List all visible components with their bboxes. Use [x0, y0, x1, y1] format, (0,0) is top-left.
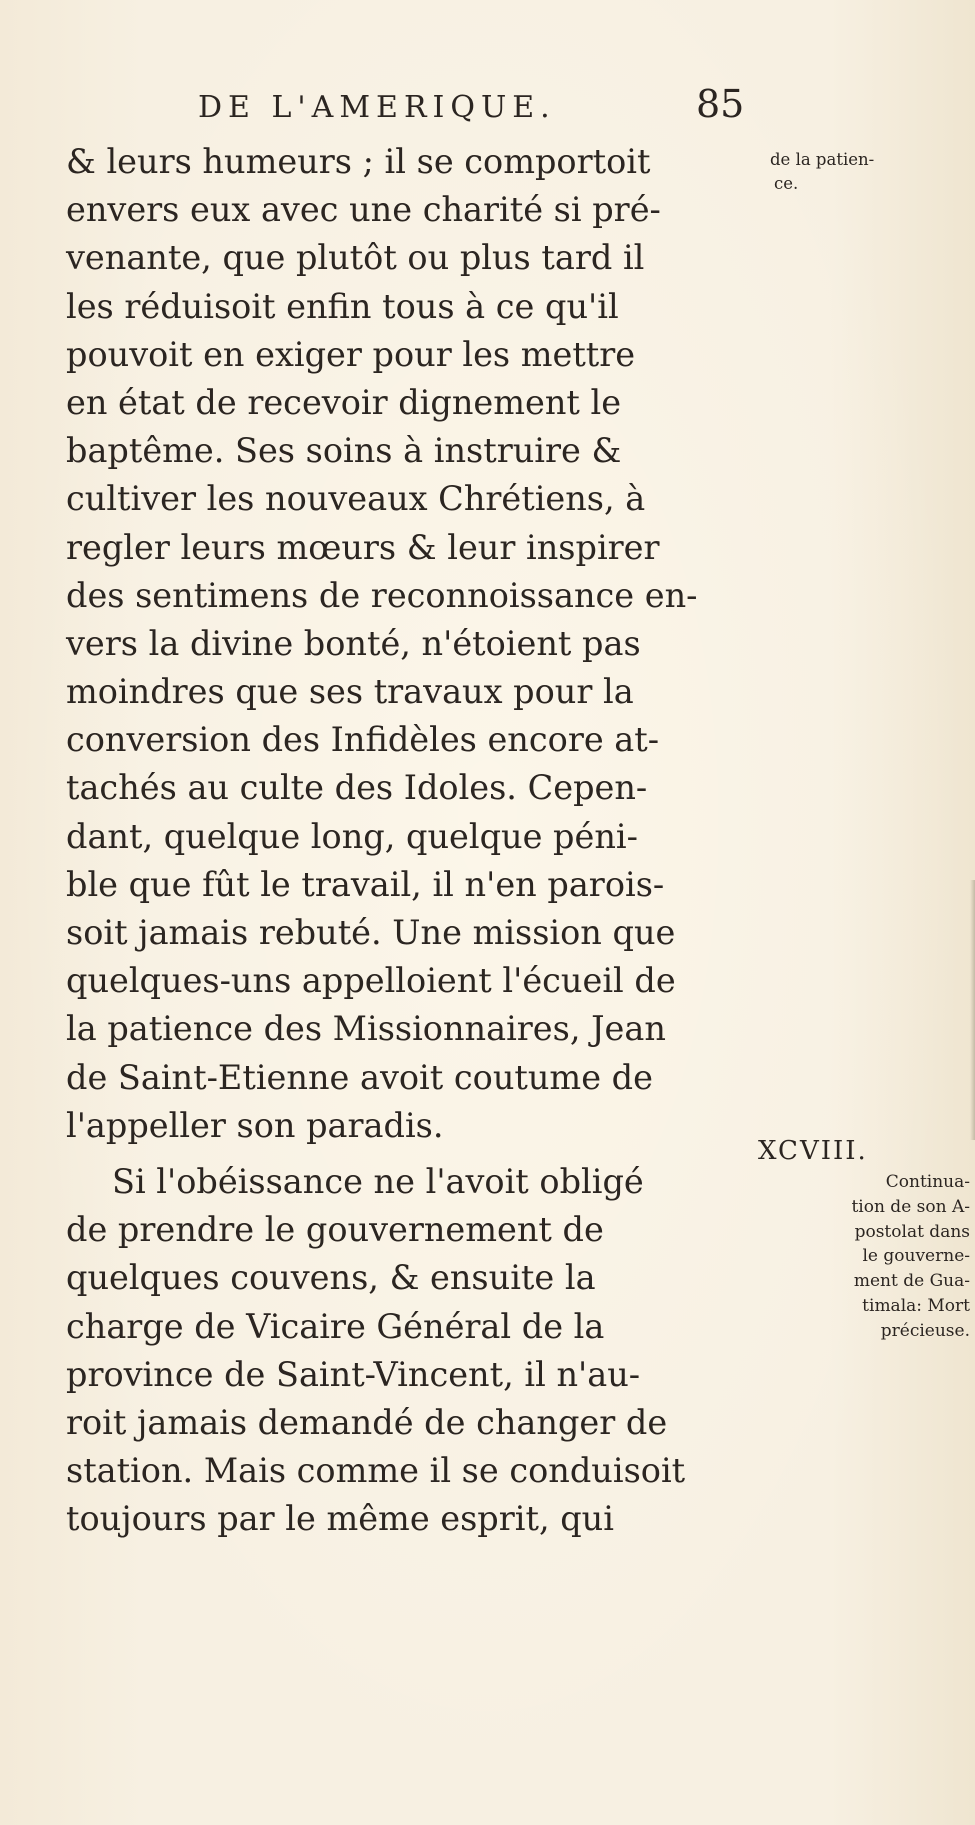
text-line: de prendre le gouvernement de: [66, 1210, 604, 1250]
text-line: quelques couvens, & ensuite la: [66, 1258, 596, 1298]
text-line: quelques-uns appelloient l'écueil de: [66, 961, 676, 1001]
margin-note-line: tion de son A-: [851, 1196, 970, 1217]
text-line: station. Mais comme il se conduisoit: [66, 1451, 686, 1491]
running-title: DE L'AMERIQUE.: [198, 90, 556, 125]
page-number: 85: [696, 82, 745, 126]
text-line: roit jamais demandé de changer de: [66, 1402, 668, 1442]
text-line: tachés au culte des Idoles. Cepen-: [66, 768, 648, 808]
text-line: regler leurs mœurs & leur inspirer: [66, 527, 660, 567]
text-line: l'appeller son paradis.: [66, 1105, 444, 1145]
text-line: province de Saint-Vincent, il n'au-: [66, 1354, 641, 1394]
text-line: en état de recevoir dignement le: [66, 382, 622, 422]
margin-note-line: le gouverne-: [862, 1246, 970, 1267]
margin-note-line: Continua-: [885, 1172, 970, 1192]
text-line: venante, que plutôt ou plus tard il: [66, 238, 645, 278]
body-text: [66, 138, 756, 1543]
page-header: [0, 82, 975, 132]
text-line: dant, quelque long, quelque péni-: [66, 816, 638, 856]
margin-note-line: ment de Gua-: [853, 1271, 970, 1292]
text-line: pouvoit en exiger pour les mettre: [66, 334, 636, 374]
margin-note-patience: [770, 148, 874, 196]
text-line: de Saint-Etienne avoit coutume de: [66, 1057, 653, 1097]
text-line: toujours par le même esprit, qui: [66, 1499, 614, 1539]
text-line: soit jamais rebuté. Une mission que: [66, 913, 676, 952]
text-line: les réduisoit enfin tous à ce qu'il: [66, 286, 619, 326]
margin-note-line: ce.: [774, 174, 799, 193]
text-line: conversion des Infidèles encore at-: [66, 720, 660, 760]
text-line: charge de Vicaire Général de la: [66, 1306, 605, 1346]
text-line: baptême. Ses soins à instruire &: [66, 431, 622, 471]
text-line: envers eux avec une charité si pré-: [66, 190, 661, 230]
margin-note-line: de la patien-: [770, 150, 875, 169]
margin-note-line: timala: Mort: [862, 1295, 970, 1316]
margin-note-line: postolat dans: [854, 1221, 970, 1242]
margin-note-line: précieuse.: [880, 1320, 970, 1341]
text-line: vers la divine bonté, n'étoient pas: [66, 623, 641, 663]
page-edge-shadow: [970, 880, 975, 1140]
paragraph-start-line: Si l'obéissance ne l'avoit obligé: [112, 1161, 644, 1201]
text-line: des sentimens de reconnoissance en-: [66, 575, 698, 615]
text-line: ble que fût le travail, il n'en parois-: [66, 864, 665, 904]
text-line: la patience des Missionnaires, Jean: [66, 1009, 666, 1049]
text-line: cultiver les nouveaux Chrétiens, à: [66, 479, 646, 519]
margin-note-continuation: [760, 1170, 970, 1344]
section-number: XCVIII.: [758, 1136, 868, 1166]
text-line: & leurs humeurs ; il se comportoit: [66, 142, 651, 181]
text-line: moindres que ses travaux pour la: [66, 672, 634, 712]
